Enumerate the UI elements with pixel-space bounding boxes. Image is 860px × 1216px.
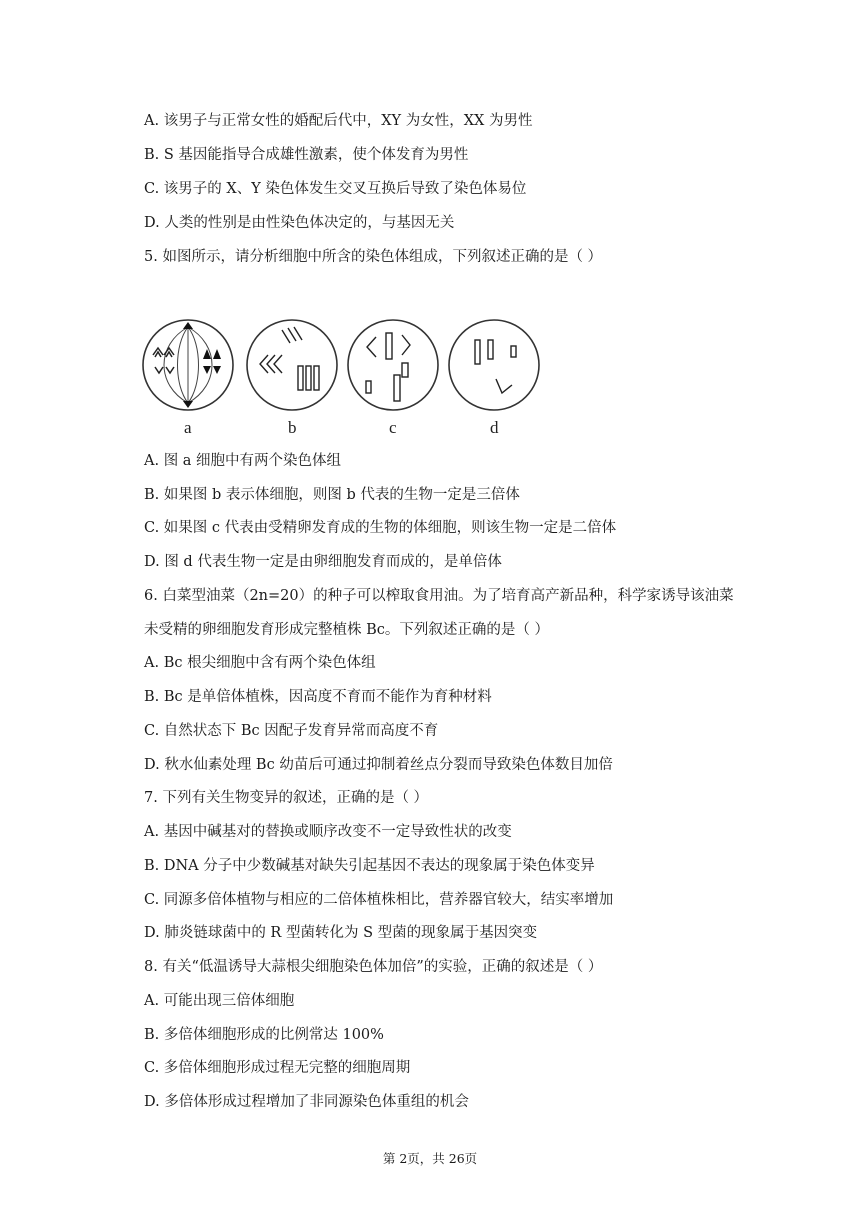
cell-c	[348, 320, 438, 410]
figure-label-b: b	[288, 418, 297, 437]
figure-label-a: a	[184, 418, 192, 437]
option-line: C. 多倍体细胞形成过程无完整的细胞周期	[144, 1060, 411, 1076]
figure-label-d: d	[490, 418, 499, 437]
option-line: D. 肺炎链球菌中的 R 型菌转化为 S 型菌的现象属于基因突变	[144, 925, 538, 941]
option-line: D. 多倍体形成过程增加了非同源染色体重组的机会	[144, 1094, 469, 1110]
question-stem: 未受精的卵细胞发育形成完整植株 Bc。下列叙述正确的是（ ）	[144, 622, 549, 638]
option-line: C. 该男子的 X、Y 染色体发生交叉互换后导致了染色体易位	[144, 181, 527, 197]
option-line: B. 多倍体细胞形成的比例常达 100%	[144, 1027, 384, 1043]
option-line: C. 自然状态下 Bc 因配子发育异常而高度不育	[144, 723, 439, 739]
option-line: A. 基因中碱基对的替换或顺序改变不一定导致性状的改变	[144, 824, 512, 840]
cell-d-chromosomes	[475, 340, 516, 393]
cell-a-spindle	[164, 327, 212, 403]
page-footer: 第 2页，共 26页	[382, 1151, 478, 1166]
question-stem: 8. 有关“低温诱导大蒜根尖细胞染色体加倍”的实验，正确的叙述是（ ）	[144, 959, 603, 975]
option-line: D. 秋水仙素处理 Bc 幼苗后可通过抑制着丝点分裂而导致染色体数目加倍	[144, 757, 613, 773]
cell-a-chromosomes	[153, 348, 174, 373]
option-line: B. S 基因能指导合成雄性激素，使个体发育为男性	[144, 147, 469, 163]
option-line: A. 可能出现三倍体细胞	[144, 993, 295, 1009]
option-line: D. 人类的性别是由性染色体决定的，与基因无关	[144, 215, 455, 231]
cell-d	[449, 320, 539, 410]
option-line: B. Bc 是单倍体植株，因高度不育而不能作为育种材料	[144, 689, 492, 705]
option-line: B. DNA 分子中少数碱基对缺失引起基因不表达的现象属于染色体变异	[144, 858, 595, 874]
option-line: C. 如果图 c 代表由受精卵发育成的生物的体细胞，则该生物一定是二倍体	[144, 520, 617, 536]
cell-c-chromosomes	[366, 333, 410, 401]
question-stem: 7. 下列有关生物变异的叙述，正确的是（ ）	[144, 790, 429, 806]
option-line: D. 图 d 代表生物一定是由卵细胞发育而成的，是单倍体	[144, 554, 502, 570]
option-line: A. 该男子与正常女性的婚配后代中，XY 为女性，XX 为男性	[144, 113, 533, 129]
option-line: C. 同源多倍体植物与相应的二倍体植株相比，营养器官较大，结实率增加	[144, 892, 614, 908]
question-stem: 6. 白菜型油菜（2n=20）的种子可以榨取食用油。为了培育高产新品种，科学家诱导该油菜	[144, 588, 734, 604]
question-stem: 5. 如图所示，请分析细胞中所含的染色体组成，下列叙述正确的是（ ）	[144, 249, 603, 265]
chromosome-figure	[140, 315, 550, 437]
figure-label-c: c	[389, 418, 397, 437]
option-line: B. 如果图 b 表示体细胞，则图 b 代表的生物一定是三倍体	[144, 487, 520, 503]
option-line: A. Bc 根尖细胞中含有两个染色体组	[144, 655, 376, 671]
cell-b-chromosomes	[260, 327, 319, 390]
option-line: A. 图 a 细胞中有两个染色体组	[144, 453, 342, 469]
